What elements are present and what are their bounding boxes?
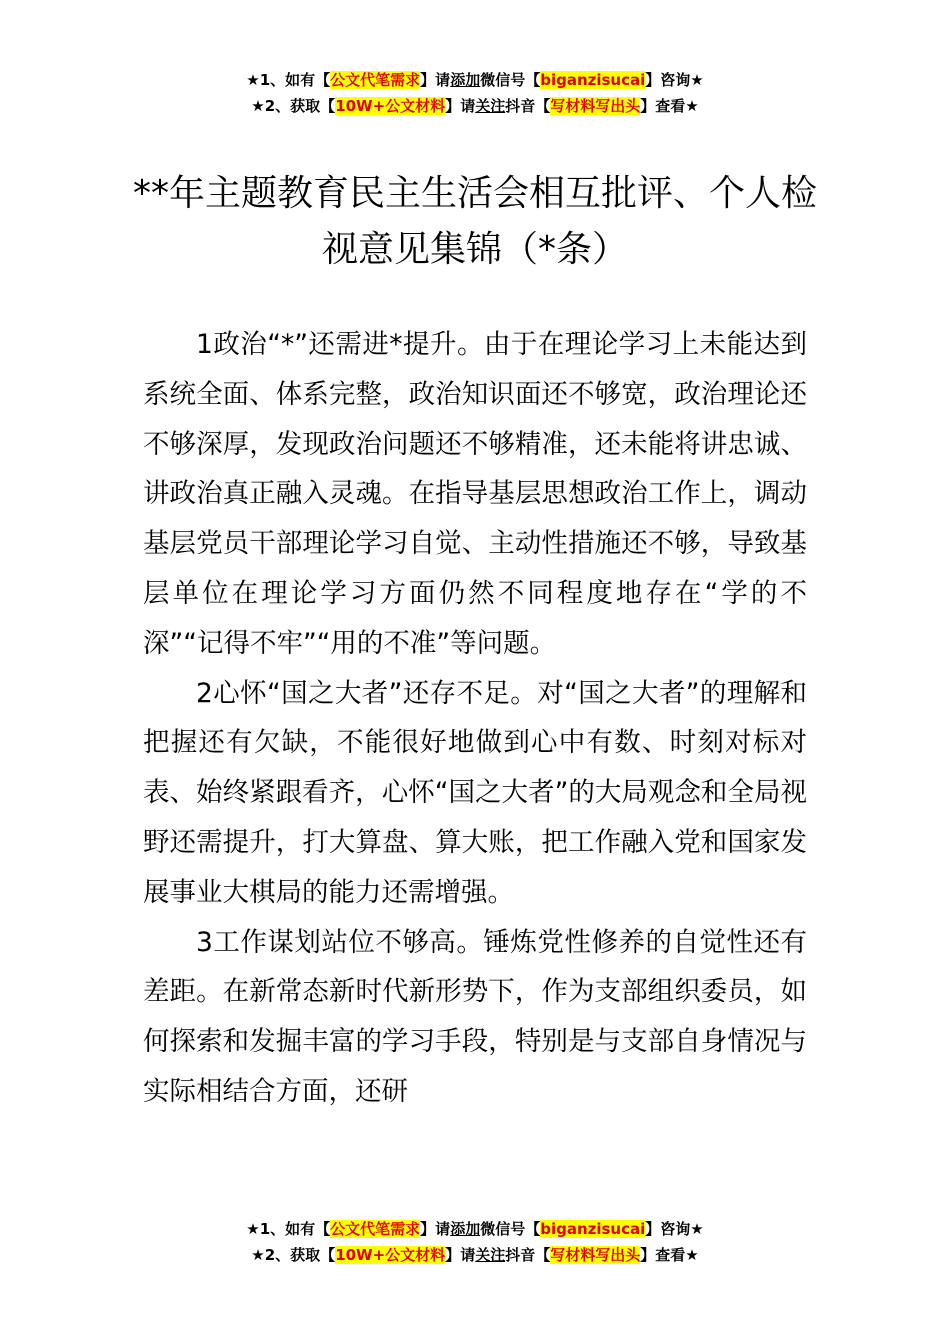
header-line-2-suffix: 】查看★ — [640, 97, 699, 115]
footer-line-2 — [0, 1242, 950, 1268]
document-body — [143, 320, 807, 1117]
footer-highlight-douyin-account: 写材料写出头 — [550, 1246, 641, 1264]
footer-line-2-text-2: 抖音【 — [505, 1246, 551, 1264]
header-banner — [0, 67, 950, 119]
header-line-2-prefix: ★2、获取【 — [251, 97, 336, 115]
footer-line-1-text: 】请 — [420, 1220, 451, 1238]
header-highlight-materials: 10W+公文材料 — [335, 97, 446, 115]
header-line-2-text: 】请 — [445, 97, 476, 115]
header-line-2-text-2: 抖音【 — [505, 97, 551, 115]
header-line-1-prefix: ★1、如有【 — [246, 71, 331, 89]
header-underlined-add: 添加 — [450, 71, 481, 89]
footer-line-1-suffix: 】咨询★ — [645, 1220, 704, 1238]
footer-line-1 — [0, 1216, 950, 1242]
footer-banner — [0, 1216, 950, 1268]
header-line-1-text: 】请 — [420, 71, 451, 89]
header-highlight-wechat-id: biganzisucai — [540, 71, 646, 89]
footer-underlined-follow: 关注 — [475, 1246, 506, 1264]
header-highlight-douyin-account: 写材料写出头 — [550, 97, 641, 115]
footer-underlined-add: 添加 — [450, 1220, 481, 1238]
paragraph-2: 2心怀“国之大者”还存不足。对“国之大者”的理解和把握还有欠缺，不能很好地做到心中有数、时刻对标对表、始终紧跟看齐，心怀“国之大者”的大局观念和全局视野还需提升，打大算盘、算大账，把工作融入党和国家发展事业大棋局的能力还需增强。 — [143, 677, 807, 908]
footer-highlight-wechat-id: biganzisucai — [540, 1220, 646, 1238]
footer-line-2-text: 】请 — [445, 1246, 476, 1264]
footer-line-1-text-2: 微信号【 — [480, 1220, 541, 1238]
document-title: **年主题教育民主生活会相互批评、个人检视意见集锦（*条） — [132, 173, 817, 270]
footer-highlight-materials: 10W+公文材料 — [335, 1246, 446, 1264]
footer-highlight-service: 公文代笔需求 — [330, 1220, 421, 1238]
header-line-1 — [0, 67, 950, 93]
header-highlight-service: 公文代笔需求 — [330, 71, 421, 89]
header-line-1-text-2: 微信号【 — [480, 71, 541, 89]
footer-line-2-suffix: 】查看★ — [640, 1246, 699, 1264]
header-line-1-suffix: 】咨询★ — [645, 71, 704, 89]
header-line-2 — [0, 93, 950, 119]
paragraph-3: 3工作谋划站位不够高。锤炼党性修养的自觉性还有差距。在新常态新时代新形势下，作为支部组织委员，如何探索和发掘丰富的学习手段，特别是与支部自身情况与实际相结合方面，还研 — [143, 926, 807, 1107]
footer-line-1-prefix: ★1、如有【 — [246, 1220, 331, 1238]
footer-line-2-prefix: ★2、获取【 — [251, 1246, 336, 1264]
paragraph-1: 1政治“*”还需进*提升。由于在理论学习上未能达到系统全面、体系完整，政治知识面还不够宽，政治理论还不够深厚，发现政治问题还不够精准，还未能将讲忠诚、讲政治真正融入灵魂。在指导基层思想政治工作上，调动基层党员干部理论学习自觉、主动性措施还不够，导致基层单位在理论学习方面仍然不同程度地存在“学的不深”“记得不牢”“用的不准”等问题。 — [143, 329, 807, 659]
header-underlined-follow: 关注 — [475, 97, 506, 115]
